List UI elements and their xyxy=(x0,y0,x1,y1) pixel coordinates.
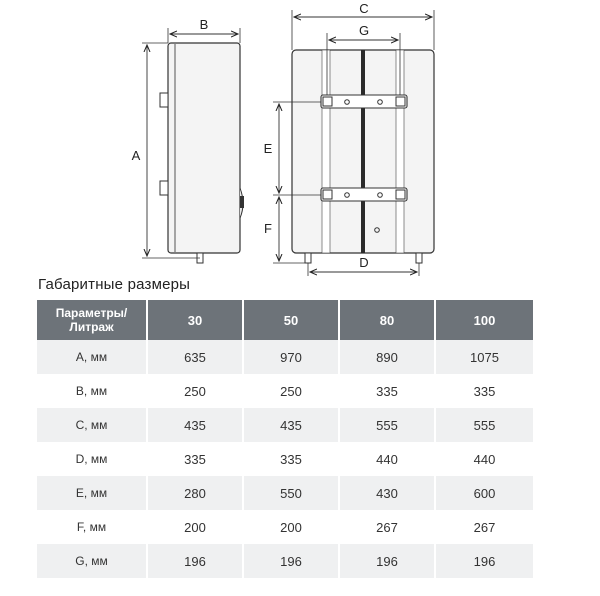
table-cell: 335 xyxy=(147,442,243,476)
table-cell: 890 xyxy=(339,340,435,374)
outlet-pipe xyxy=(416,253,422,263)
table-row xyxy=(37,408,533,442)
table-cell: 555 xyxy=(339,408,435,442)
table-cell: 1075 xyxy=(435,340,533,374)
table-cell: 196 xyxy=(147,544,243,578)
header-parameters xyxy=(37,300,147,340)
row-label: G, мм xyxy=(37,544,147,578)
header-volume: 30 xyxy=(147,300,243,340)
table-row xyxy=(37,476,533,510)
dimensions-table xyxy=(37,300,533,578)
table-row xyxy=(37,442,533,476)
dim-a-label: A xyxy=(131,148,141,163)
table-cell: 335 xyxy=(435,374,533,408)
table-cell: 435 xyxy=(147,408,243,442)
row-label: D, мм xyxy=(37,442,147,476)
table-cell: 196 xyxy=(435,544,533,578)
table-cell: 440 xyxy=(339,442,435,476)
header-line-1: Параметры/ xyxy=(55,306,128,320)
table-cell: 267 xyxy=(435,510,533,544)
table-cell: 250 xyxy=(147,374,243,408)
table-cell: 250 xyxy=(243,374,339,408)
table-cell: 555 xyxy=(435,408,533,442)
table-cell: 200 xyxy=(147,510,243,544)
back-center-strip xyxy=(361,50,365,253)
row-label: A, мм xyxy=(37,340,147,374)
dim-c-label: C xyxy=(359,1,369,16)
header-volume: 100 xyxy=(435,300,533,340)
table-cell: 335 xyxy=(339,374,435,408)
table-cell: 550 xyxy=(243,476,339,510)
dim-f-label: F xyxy=(264,221,272,236)
table-header-row xyxy=(37,300,533,340)
dimension-drawing xyxy=(0,0,600,276)
table-cell: 196 xyxy=(339,544,435,578)
row-label: C, мм xyxy=(37,408,147,442)
mount-bracket-lower xyxy=(160,181,168,195)
header-volume: 50 xyxy=(243,300,339,340)
dim-d-label: D xyxy=(359,255,369,270)
table-row xyxy=(37,510,533,544)
control-knob-detail xyxy=(240,196,244,208)
side-view xyxy=(160,43,244,263)
dim-e-label: E xyxy=(263,141,273,156)
table-cell: 440 xyxy=(435,442,533,476)
table-cell: 200 xyxy=(243,510,339,544)
dimensions-caption: Габаритные размеры xyxy=(38,276,191,293)
row-label: F, мм xyxy=(37,510,147,544)
heater-side-body xyxy=(168,43,240,253)
table-cell: 970 xyxy=(243,340,339,374)
inlet-pipe xyxy=(305,253,311,263)
table-cell: 435 xyxy=(243,408,339,442)
table-cell: 600 xyxy=(435,476,533,510)
header-line-2: Литраж xyxy=(69,320,114,334)
back-view xyxy=(292,50,434,263)
table-row xyxy=(37,374,533,408)
back-strip-left xyxy=(322,50,330,253)
table-cell: 196 xyxy=(243,544,339,578)
dim-g-label: G xyxy=(358,23,370,38)
table-cell: 267 xyxy=(339,510,435,544)
table-row xyxy=(37,544,533,578)
upper-mount-bracket xyxy=(321,95,407,108)
row-label: B, мм xyxy=(37,374,147,408)
lower-mount-bracket xyxy=(321,188,407,201)
header-volume: 80 xyxy=(339,300,435,340)
dim-b-label: B xyxy=(199,17,209,32)
table-cell: 635 xyxy=(147,340,243,374)
table-cell: 280 xyxy=(147,476,243,510)
table-cell: 335 xyxy=(243,442,339,476)
row-label: E, мм xyxy=(37,476,147,510)
table-row xyxy=(37,340,533,374)
mount-bracket-upper xyxy=(160,93,168,107)
table-cell: 430 xyxy=(339,476,435,510)
